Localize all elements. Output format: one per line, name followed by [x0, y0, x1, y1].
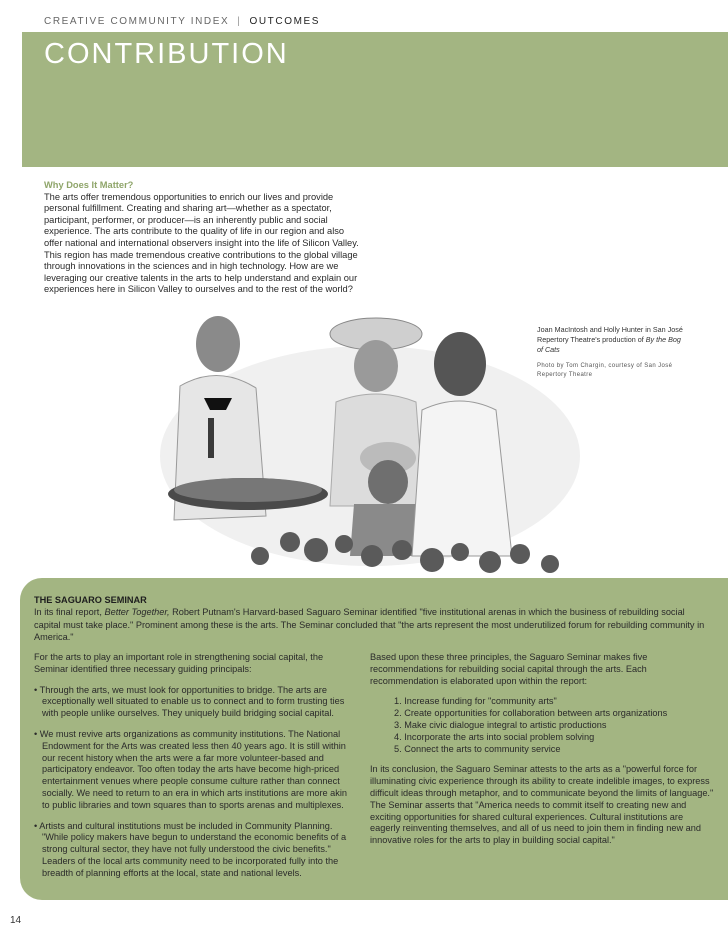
why-it-matters-block — [44, 180, 359, 296]
photo-caption — [537, 325, 687, 379]
caption-text — [537, 325, 687, 355]
recommendations-lead: Based upon these three principles, the Saguaro Seminar makes five recommendations for rebuilding social capital through the arts. Each recommendation is elaborated upon within the report: — [370, 652, 648, 686]
principle-item: • Through the arts, we must look for opportunities to bridge. The arts are exceptionally well situated to enable us to connect and to form trusting ties with people unlike ourselves. They uniquely build bridging social capital. — [34, 684, 345, 719]
principles-list — [34, 685, 354, 880]
recommendation-item: 4. Incorporate the arts into social problem solving — [394, 731, 595, 742]
report-title: Better Together, — [104, 607, 170, 618]
photo-credit: Photo by Tom Chargin, courtesy of San José Repertory Theatre — [537, 363, 673, 378]
why-heading: Why Does It Matter? — [44, 180, 134, 190]
section-name: OUTCOMES — [249, 16, 321, 27]
theatre-photo — [140, 306, 580, 584]
tray — [168, 478, 328, 510]
saguaro-heading: THE SAGUARO SEMINAR — [34, 595, 147, 605]
right-column — [370, 652, 715, 856]
page-number: 14 — [10, 915, 22, 926]
saguaro-intro — [34, 594, 709, 644]
publication-name: CREATIVE COMMUNITY INDEX — [44, 16, 230, 27]
principle-item: • We must revive arts organizations as community institutions. The National Endowment for the Arts was created less then 40 years ago. It is still within our recent history when the arts were a far more volunteer-based and participatory endeavor. Too often today the arts have become high-priced entertainment venues where people consume culture rather than connect socially. We need to return to an era in which arts institutions are more akin to public libraries and town squares than to sports arenas and multiplexes. — [34, 728, 348, 810]
recommendation-item: 3. Make civic dialogue integral to artistic productions — [394, 719, 607, 730]
intro-post: Robert Putnam's Harvard-based Saguaro Seminar identified "five institutional arenas in which the business of rebuilding social capital must take place." Prominent among these is the arts. The Seminar concluded that "the arts represent the most underutilized forum for rebuilding community in America." — [34, 607, 705, 643]
principles-lead: For the arts to play an important role in strengthening social capital, the Seminar identified three necessary guiding principals: — [34, 652, 324, 674]
recommendation-item: 5. Connect the arts to community service — [394, 743, 561, 754]
principle-item: • Artists and cultural institutions must be included in Community Planning. "While policy makers have begun to understand the economic benefits of a strong cultural sector, they have not fully understood the civic benefits." Leaders of the local arts community need to be incorporated fully into the breadth of planning efforts at the local, state and national levels. — [34, 820, 347, 878]
recommendation-item: 1. Increase funding for "community arts" — [394, 696, 557, 707]
page-title: CONTRIBUTION — [44, 38, 289, 70]
header-separator: | — [237, 16, 242, 27]
recommendations-list — [370, 696, 715, 755]
caption-description: Joan MacIntosh and Holly Hunter in San José Repertory Theatre's production of — [537, 325, 683, 344]
why-body: The arts offer tremendous opportunities to enrich our lives and provide personal fulfillment. Creating and sharing art—whether as a spectator, participant, performer, or producer—is an inherently public and social experience. The arts contribute to the quality of life in our region and also offer national and international observers insight into the life of Silicon Valley. This region has made tremendous creative contributions to the global village through innovations in the sciences and in high technology. How are we leveraging our creative talents in the arts to help understand and explain our experiences here in Silicon Valley to ourselves and to the rest of the world? — [44, 191, 359, 295]
production-title: By the Bog of Cats — [537, 335, 681, 354]
saguaro-intro-text — [34, 606, 709, 643]
title-banner — [22, 32, 728, 167]
running-header — [44, 16, 320, 27]
left-column — [34, 652, 354, 889]
intro-pre: In its final report, — [34, 607, 105, 618]
conclusion-text: In its conclusion, the Saguaro Seminar attests to the arts as a "powerful force for illuminating civic experience through its ability to create indelible images, to express difficult ideas through metaphor, and to communicate beyond the limits of language." The Seminar asserts that "America needs to commit itself to creating new and exciting opportunities for shared cultural experiences. Cultural institutions are eagerly reinventing themselves, and all of us need to join them in finding new and innovative roles for the arts to play in building social capital." — [370, 764, 714, 846]
recommendation-item: 2. Create opportunities for collaboration between arts organizations — [394, 708, 668, 719]
